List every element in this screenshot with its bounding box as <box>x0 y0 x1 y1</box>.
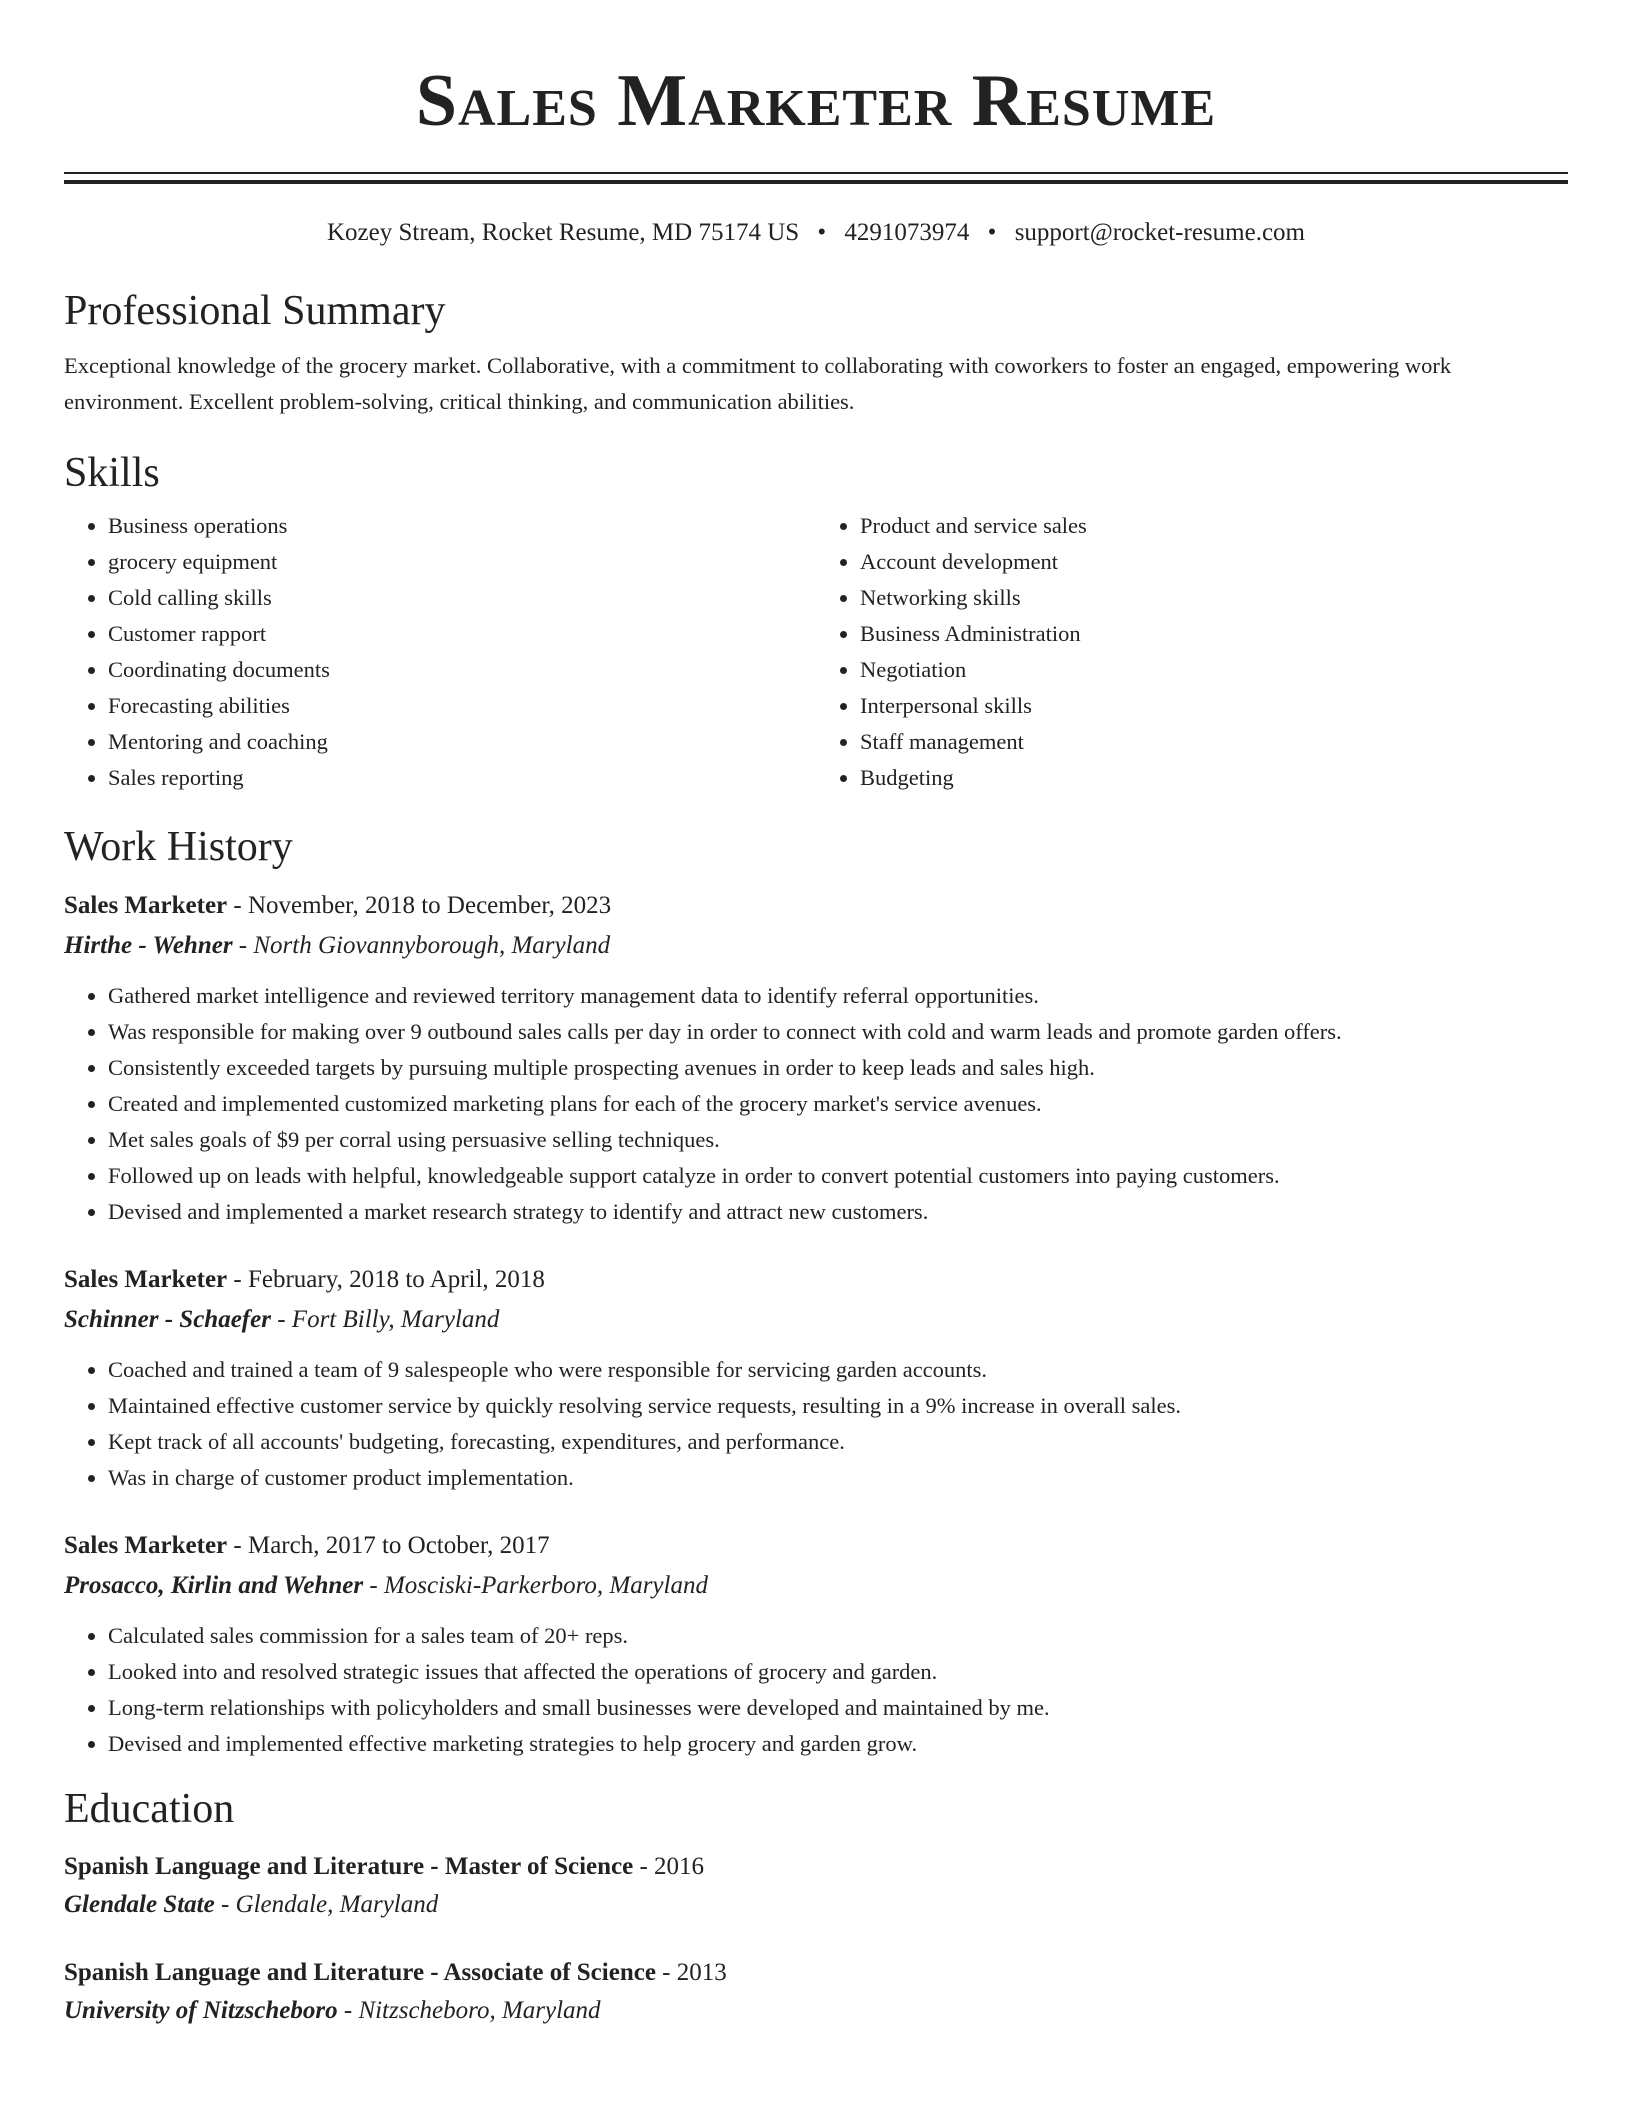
education-school-line <box>64 1992 1568 2030</box>
education-dash: - <box>214 1891 236 1918</box>
job-bullet: • Was in charge of customer product implementation. <box>108 1460 1568 1496</box>
skills-heading: Skills <box>64 450 160 496</box>
job-bullets <box>64 1618 1568 1762</box>
skill-item: • Cold calling skills <box>108 580 816 616</box>
job-dates: March, 2017 to October, 2017 <box>247 1532 550 1559</box>
education-dash: - <box>337 1997 359 2024</box>
education-list <box>64 1848 1568 2030</box>
resume-title: Sales Marketer Resume <box>415 60 1217 142</box>
skill-item: • Coordinating documents <box>108 652 816 688</box>
job-header <box>64 886 1568 926</box>
job-bullet: • Devised and implemented effective marketing strategies to help grocery and garden grow. <box>108 1726 1568 1762</box>
education-header <box>64 1848 1568 1886</box>
contact-line <box>64 218 1568 248</box>
skill-item: • Account development <box>860 544 1568 580</box>
job-dash: - <box>227 1532 248 1559</box>
skill-item: • grocery equipment <box>108 544 816 580</box>
education-location: Glendale, Maryland <box>235 1891 439 1918</box>
job-bullet: • Kept track of all accounts' budgeting, forecasting, expenditures, and performance. <box>108 1424 1568 1460</box>
job-bullet: • Followed up on leads with helpful, knowledgeable support catalyze in order to convert potential customers into paying customers. <box>108 1158 1568 1194</box>
job-role: Sales Marketer <box>64 1532 228 1559</box>
contact-separator: • <box>817 219 827 246</box>
education-school: University of Nitzscheboro <box>64 1997 338 2024</box>
job-dash: - <box>227 1266 248 1293</box>
summary-heading: Professional Summary <box>64 288 446 334</box>
job-bullets <box>64 1352 1568 1496</box>
job-company-line <box>64 1300 1568 1340</box>
education-heading: Education <box>64 1786 235 1832</box>
education-header <box>64 1954 1568 1992</box>
education-school: Glendale State <box>64 1891 215 1918</box>
job-bullet: • Consistently exceeded targets by pursuing multiple prospecting avenues in order to keep leads and sales high. <box>108 1050 1568 1086</box>
job-bullet: • Gathered market intelligence and reviewed territory management data to identify referral opportunities. <box>108 978 1568 1014</box>
job-company-line <box>64 926 1568 966</box>
education-dash: - <box>633 1853 655 1880</box>
summary-text: Exceptional knowledge of the grocery market. Collaborative, with a commitment to collaborating with coworkers to foster an engaged, empowering work environment. Excellent problem-solving, critical thinking, and communication abilities. <box>64 353 1452 414</box>
job-dates: November, 2018 to December, 2023 <box>247 892 612 919</box>
contact-phone: 4291073974 <box>844 219 970 246</box>
skill-item: • Product and service sales <box>860 508 1568 544</box>
job-bullet: • Long-term relationships with policyholders and small businesses were developed and maintained by me. <box>108 1690 1568 1726</box>
skill-item: • Networking skills <box>860 580 1568 616</box>
skill-item: • Business Administration <box>860 616 1568 652</box>
education-degree: Spanish Language and Literature - Associate of Science <box>64 1959 656 1986</box>
job-role: Sales Marketer <box>64 1266 228 1293</box>
work-history-list <box>64 886 1568 1762</box>
job-entry <box>64 1526 1568 1762</box>
education-year: 2013 <box>676 1959 727 1986</box>
job-role: Sales Marketer <box>64 892 228 919</box>
contact-separator: • <box>987 219 997 246</box>
job-dates: February, 2018 to April, 2018 <box>247 1266 545 1293</box>
skill-item: • Business operations <box>108 508 816 544</box>
job-entry <box>64 886 1568 1230</box>
skill-item: • Interpersonal skills <box>860 688 1568 724</box>
job-dash: - <box>363 1572 384 1599</box>
job-bullet: • Devised and implemented a market research strategy to identify and attract new customers. <box>108 1194 1568 1230</box>
education-dash: - <box>655 1959 677 1986</box>
skill-item: • Budgeting <box>860 760 1568 796</box>
job-company: Hirthe - Wehner <box>64 932 233 959</box>
job-dash: - <box>270 1306 292 1333</box>
skills-list-right <box>816 508 1568 796</box>
job-bullet: • Coached and trained a team of 9 salespeople who were responsible for servicing garden accounts. <box>108 1352 1568 1388</box>
education-entry <box>64 1954 1568 2030</box>
job-location: Mosciski-Parkerboro, Maryland <box>383 1572 708 1599</box>
job-entry <box>64 1260 1568 1496</box>
job-bullet: • Met sales goals of $9 per corral using persuasive selling techniques. <box>108 1122 1568 1158</box>
skill-item: • Staff management <box>860 724 1568 760</box>
skills-columns <box>64 508 1568 796</box>
job-bullet: • Created and implemented customized marketing plans for each of the grocery market's service avenues. <box>108 1086 1568 1122</box>
skill-item: • Negotiation <box>860 652 1568 688</box>
education-degree: Spanish Language and Literature - Master of Science <box>64 1853 634 1880</box>
skills-list-left <box>64 508 816 796</box>
job-company: Prosacco, Kirlin and Wehner <box>64 1572 364 1599</box>
job-dash: - <box>232 932 254 959</box>
job-bullet: • Looked into and resolved strategic issues that affected the operations of grocery and garden. <box>108 1654 1568 1690</box>
skill-item: • Mentoring and coaching <box>108 724 816 760</box>
education-entry <box>64 1848 1568 1924</box>
job-bullets <box>64 978 1568 1230</box>
skill-item: • Sales reporting <box>108 760 816 796</box>
contact-email: support@rocket-resume.com <box>1014 219 1305 246</box>
job-company-line <box>64 1566 1568 1606</box>
work-history-heading: Work History <box>64 824 293 870</box>
job-header <box>64 1260 1568 1300</box>
job-dash: - <box>227 892 248 919</box>
title-divider-thick <box>64 180 1568 184</box>
job-location: Fort Billy, Maryland <box>291 1306 500 1333</box>
title-divider-thin <box>64 172 1568 174</box>
skill-item: • Forecasting abilities <box>108 688 816 724</box>
job-bullet: • Maintained effective customer service by quickly resolving service requests, resulting in a 9% increase in overall sales. <box>108 1388 1568 1424</box>
job-company: Schinner - Schaefer <box>64 1306 271 1333</box>
education-year: 2016 <box>654 1853 705 1880</box>
job-header <box>64 1526 1568 1566</box>
education-school-line <box>64 1886 1568 1924</box>
contact-address: Kozey Stream, Rocket Resume, MD 75174 US <box>327 219 800 246</box>
job-bullet: • Was responsible for making over 9 outbound sales calls per day in order to connect with cold and warm leads and promote garden offers. <box>108 1014 1568 1050</box>
job-bullet: • Calculated sales commission for a sales team of 20+ reps. <box>108 1618 1568 1654</box>
skill-item: • Customer rapport <box>108 616 816 652</box>
education-location: Nitzscheboro, Maryland <box>358 1997 601 2024</box>
job-location: North Giovannyborough, Maryland <box>253 932 611 959</box>
